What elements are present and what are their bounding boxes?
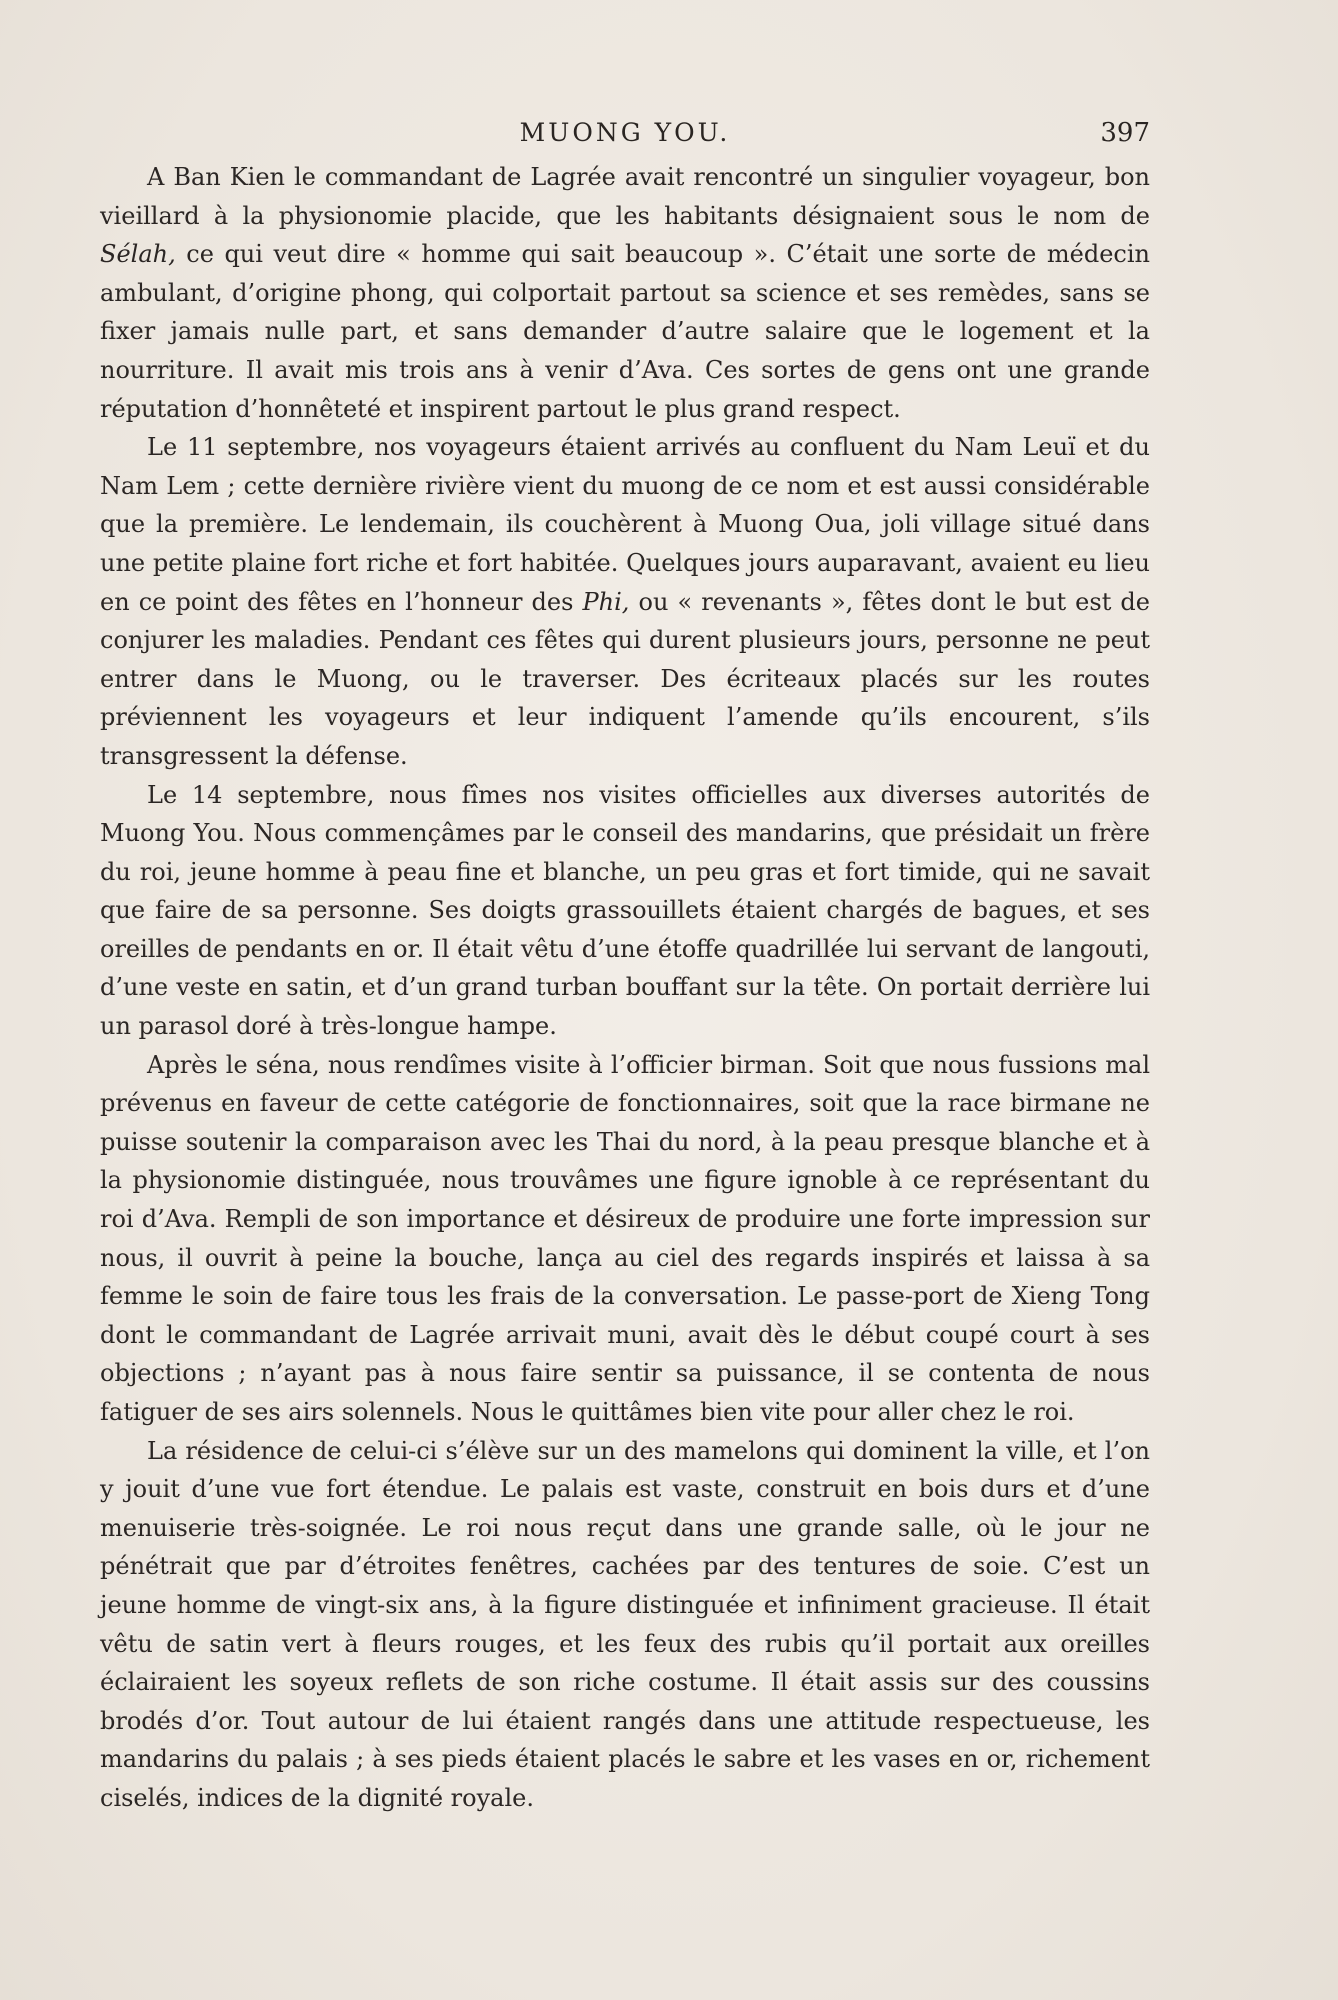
- page-header: [100, 118, 1150, 158]
- paragraph-text: A Ban Kien le commandant de Lagrée avait rencontré un singulier voyageur, bon vieillard à la physionomie placide, que les habitants désignaient sous le nom de: [100, 163, 1150, 230]
- paragraph-11-septembre: [100, 428, 1150, 775]
- italic-term-phi: Phi,: [582, 587, 630, 616]
- italic-term-selah: Sélah,: [100, 240, 176, 269]
- running-title: MUONG YOU.: [519, 118, 731, 147]
- paragraph-14-septembre: [100, 776, 1150, 1046]
- paragraph-text: ce qui veut dire « homme qui sait beaucoup ». C’était une sorte de médecin ambulant, d’origine phong, qui colportait partout sa science et ses remèdes, sans se fixer jamais nulle part, et sans demander d’autre salaire que le logement et la nourriture. Il avait mis trois ans à venir d’Ava. Ces sortes de gens ont une grande réputation d’honnêteté et inspirent partout le plus grand respect.: [100, 240, 1150, 423]
- body-text: [100, 158, 1150, 1818]
- paragraph-text: ou « revenants », fêtes dont le but est de conjurer les maladies. Pendant ces fêtes qui durent plusieurs jours, personne ne peut entrer dans le Muong, ou le traverser. Des écriteaux placés sur les routes préviennent les voyageurs et leur indiquent l’amende qu’ils encourent, s’ils transgressent la défense.: [100, 587, 1150, 770]
- paragraph-residence-roi: [100, 1432, 1150, 1818]
- paragraph-ban-kien: [100, 158, 1150, 428]
- paragraph-text: Après le séna, nous rendîmes visite à l’officier birman. Soit que nous fussions mal prévenus en faveur de cette catégorie de fonctionnaires, soit que la race birmane ne puisse soutenir la comparaison avec les Thai du nord, à la peau presque blanche et à la physionomie distinguée, nous trouvâmes une figure ignoble à ce représentant du roi d’Ava. Rempli de son importance et désireux de produire une forte impression sur nous, il ouvrit à peine la bouche, lança au ciel des regards inspirés et laissa à sa femme le soin de faire tous les frais de la conversation. Le passe-port de Xieng Tong dont le commandant de Lagrée arrivait muni, avait dès le début coupé court à ses objections ; n’ayant pas à nous faire sentir sa puissance, il se contenta de nous fatiguer de ses airs solennels. Nous le quittâmes bien vite pour aller chez le roi.: [100, 1050, 1150, 1426]
- paragraph-text: Le 11 septembre, nos voyageurs étaient arrivés au confluent du Nam Leuï et du Nam Lem ; cette dernière rivière vient du muong de ce nom et est aussi considérable que la première. Le lendemain, ils couchèrent à Muong Oua, joli village situé dans une petite plaine fort riche et fort habitée. Quelques jours auparavant, avaient eu lieu en ce point des fêtes en l’honneur des: [100, 433, 1150, 616]
- paragraph-text: Le 14 septembre, nous fîmes nos visites officielles aux diverses autorités de Muong You. Nous commençâmes par le conseil des mandarins, que présidait un frère du roi, jeune homme à peau fine et blanche, un peu gras et fort timide, qui ne savait que faire de sa personne. Ses doigts grassouillets étaient chargés de bagues, et ses oreilles de pendants en or. Il était vêtu d’une étoffe quadrillée lui servant de langouti, d’une veste en satin, et d’un grand turban bouffant sur la tête. On portait derrière lui un parasol doré à très-longue hampe.: [100, 780, 1150, 1041]
- paragraph-officier-birman: [100, 1046, 1150, 1432]
- paragraph-text: La résidence de celui-ci s’élève sur un des mamelons qui dominent la ville, et l’on y jouit d’une vue fort étendue. Le palais est vaste, construit en bois durs et d’une menuiserie très-soignée. Le roi nous reçut dans une grande salle, où le jour ne pénétrait que par d’étroites fenêtres, cachées par des tentures de soie. C’est un jeune homme de vingt-six ans, à la figure distinguée et infiniment gracieuse. Il était vêtu de satin vert à fleurs rouges, et les feux des rubis qu’il portait aux oreilles éclairaient les soyeux reflets de son riche costume. Il était assis sur des coussins brodés d’or. Tout autour de lui étaient rangés dans une attitude respectueuse, les mandarins du palais ; à ses pieds étaient placés le sabre et les vases en or, richement ciselés, indices de la dignité royale.: [100, 1436, 1150, 1812]
- page-number: 397: [1100, 118, 1150, 148]
